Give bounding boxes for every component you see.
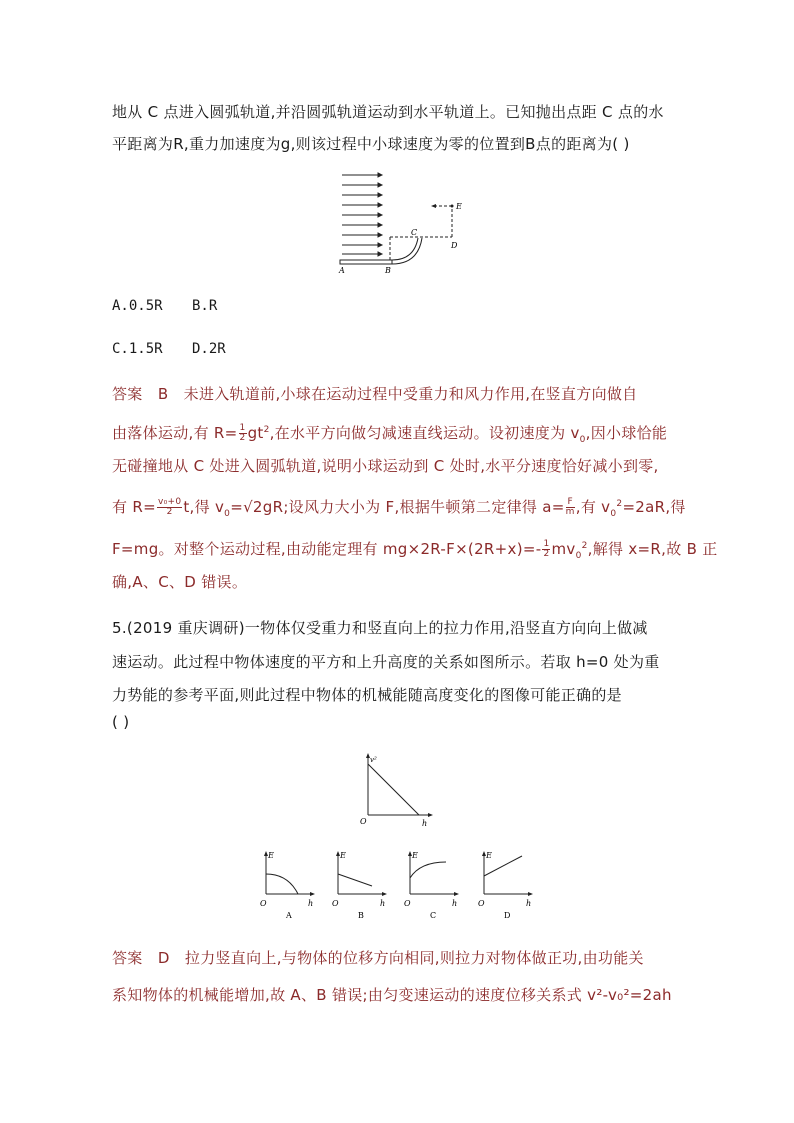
label-E: E: [456, 202, 462, 211]
q5-text-line-2: 速运动。此过程中物体速度的平方和上升高度的关系如图所示。若取 h=0 处为重: [112, 653, 660, 671]
graph-d: [478, 851, 533, 920]
answer-label: 答案: [112, 385, 143, 403]
svg-text:E: E: [486, 851, 492, 860]
q4-answer-line-1: 答案 B 未进入轨道前,小球在运动过程中受重力和风力作用,在竖直方向做自: [112, 385, 638, 403]
svg-text:h: h: [308, 899, 314, 908]
q5-answer-line-1: 答案 D 拉力竖直向上,与物体的位移方向相同,则拉力对物体做正功,由功能关: [112, 949, 644, 967]
q4-answer-line-4: 有 R= $\frac{\text{v₀+0}}{2}$ t,得 $v_0=√2gR$;设风力大小为 F,根据牛顿第二定律得 a= $\frac{F}{m}$ ,有 $v_0^2=2aR$,得: [112, 497, 686, 519]
answer-choice: B: [157, 385, 169, 403]
q5-text-line-1: 5.(2019 重庆调研)一物体仅受重力和竖直向上的拉力作用,沿竖直方向向上做减: [112, 619, 648, 637]
answer-label: 答案: [112, 949, 143, 967]
main-ylabel: v²: [370, 756, 377, 764]
q5-text-line-3: 力势能的参考平面,则此过程中物体的机械能随高度变化的图像可能正确的是: [112, 686, 622, 704]
main-origin: O: [360, 817, 367, 826]
svg-text:A: A: [286, 911, 292, 920]
q4-text-line-2: 平距离为R,重力加速度为g,则该过程中小球速度为零的位置到B点的距离为( ): [112, 135, 630, 153]
q5-main-graph: [356, 752, 436, 828]
main-xlabel: h: [422, 819, 428, 828]
answer-choice: D: [157, 949, 170, 967]
svg-text:E: E: [268, 851, 274, 860]
q4-answer-line-6: 确,A、C、D 错误。: [112, 573, 248, 591]
svg-text:O: O: [404, 899, 411, 908]
graph-c: [404, 851, 459, 920]
label-B: B: [385, 266, 391, 275]
option-d: D.2R: [192, 341, 226, 357]
label-C: C: [411, 228, 418, 237]
svg-text:O: O: [478, 899, 485, 908]
option-b: B.R: [192, 298, 218, 314]
graph-a: [260, 851, 315, 920]
q4-text-line-1: 地从 C 点进入圆弧轨道,并沿圆弧轨道运动到水平轨道上。已知抛出点距 C 点的水: [112, 103, 664, 121]
svg-text:E: E: [412, 851, 418, 860]
svg-text:B: B: [358, 911, 364, 920]
svg-text:h: h: [452, 899, 458, 908]
q5-option-graphs: [258, 848, 538, 922]
svg-text:O: O: [332, 899, 339, 908]
option-c: C.1.5R: [112, 341, 163, 357]
svg-text:D: D: [504, 911, 511, 920]
q5-answer-line-2: 系知物体的机械能增加,故 A、B 错误;由匀变速运动的速度位移关系式 v²-v₀²=2ah: [112, 986, 672, 1004]
label-D: D: [451, 241, 458, 250]
q4-track-diagram: [334, 168, 464, 278]
q4-answer-line-2: 由落体运动,有 R= $\frac{1}{2}$ $gt^2$,在水平方向做匀减速直线运动。设初速度为 $v_0$,因小球恰能: [112, 423, 668, 445]
svg-text:E: E: [340, 851, 346, 860]
svg-text:h: h: [380, 899, 386, 908]
q4-answer-line-3: 无碰撞地从 C 处进入圆弧轨道,说明小球运动到 C 处时,水平分速度恰好减小到零,: [112, 457, 659, 475]
svg-text:O: O: [260, 899, 267, 908]
q4-answer-line-5: F=mg。对整个运动过程,由动能定理有 mg×2R-F×(2R+x)=- $\frac{1}{2}$ $mv_0^2$,解得 x=R,故 B 正: [112, 539, 718, 561]
graph-b: [332, 851, 387, 920]
svg-text:h: h: [526, 899, 532, 908]
label-A: A: [339, 266, 345, 275]
svg-text:C: C: [430, 911, 437, 920]
q5-text-line-4: ( ): [112, 713, 130, 731]
option-a: A.0.5R: [112, 298, 163, 314]
